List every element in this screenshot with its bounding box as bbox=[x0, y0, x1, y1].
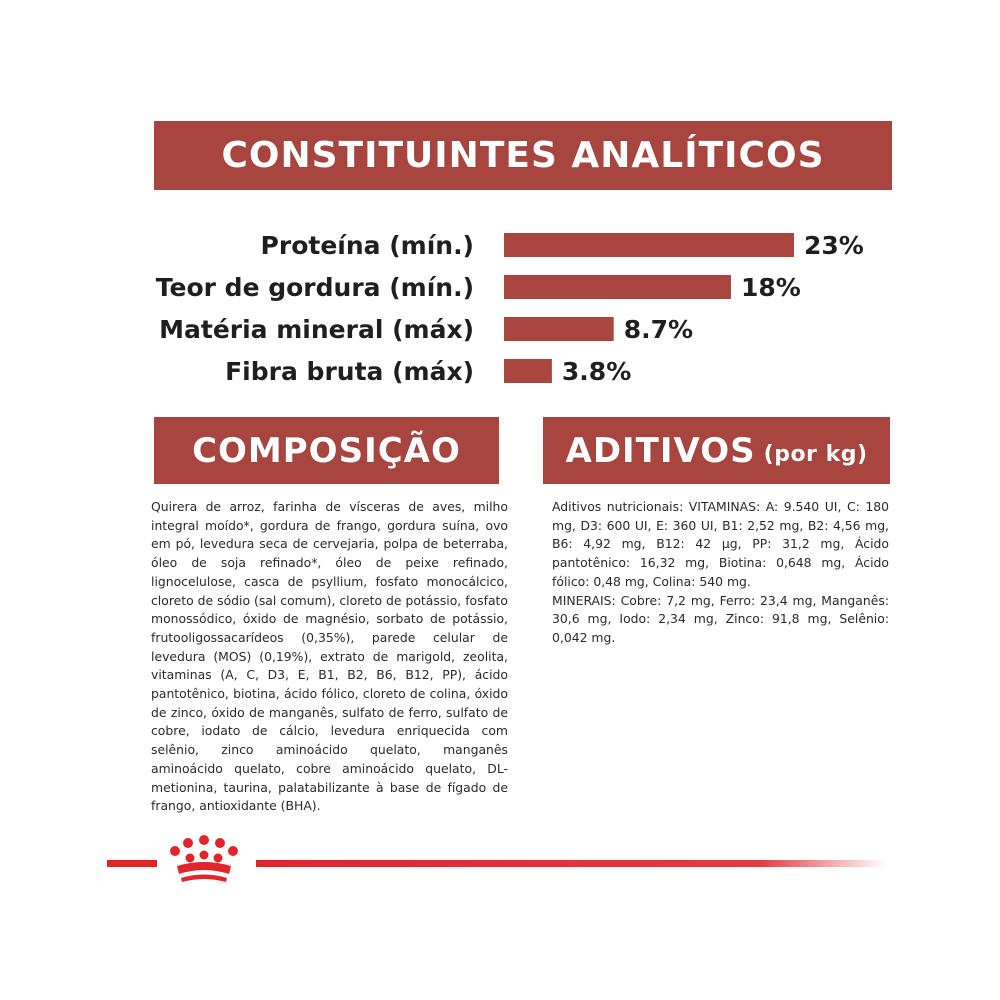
category-label: Matéria mineral (máx) bbox=[159, 315, 474, 344]
additives-title: ADITIVOS bbox=[565, 430, 756, 471]
value-label: 3.8% bbox=[561, 357, 632, 386]
analytical-constituents-chart bbox=[0, 0, 1000, 400]
chart-marks bbox=[156, 231, 864, 386]
bar bbox=[504, 317, 614, 341]
value-label: 8.7% bbox=[623, 315, 694, 344]
additives-vitamins: Aditivos nutricionais: VITAMINAS: A: 9.540 UI, C: 180 mg, D3: 600 UI, E: 360 UI, B1: 2,52 mg, B2: 4,56 mg, B6: 4,92 mg, B12: 42 µg, PP: 31,2 mg, Ácido pantotênico: 16,32 mg, Biotina: 0,648 mg, Ácido fólico: 0,48 mg, Colina: 540 mg. bbox=[552, 499, 889, 589]
category-label: Fibra bruta (máx) bbox=[225, 357, 474, 386]
analytical-constituents-title: CONSTITUINTES ANALÍTICOS bbox=[221, 135, 825, 176]
category-label: Teor de gordura (mín.) bbox=[155, 273, 474, 302]
bar bbox=[504, 233, 794, 257]
composition-title: COMPOSIÇÃO bbox=[192, 430, 461, 471]
value-label: 23% bbox=[804, 231, 864, 260]
value-label: 18% bbox=[740, 273, 801, 302]
brand-line-left bbox=[107, 860, 157, 867]
brand-line-right bbox=[256, 860, 886, 867]
bar bbox=[504, 275, 731, 299]
category-label: Proteína (mín.) bbox=[260, 231, 474, 260]
bar bbox=[504, 359, 552, 383]
brand-footer bbox=[0, 830, 1000, 890]
composition-heading bbox=[154, 417, 499, 484]
additives-subtitle: (por kg) bbox=[763, 442, 868, 467]
additives-heading bbox=[543, 417, 890, 484]
crown-icon bbox=[170, 835, 238, 882]
additives-text bbox=[552, 498, 889, 648]
composition-text: Quirera de arroz, farinha de vísceras de aves, milho integral moído*, gordura de frango, gordura suína, ovo em pó, levedura seca de cervejaria, polpa de beterraba, óleo de soja refinado*, óleo de peixe refinado, lignocelulose, casca de psyllium, fosfato monocálcico, cloreto de sódio (sal comum), cloreto de potássio, fosfato monossódico, óxido de magnésio, sorbato de potássio, frutooligossacarídeos (0,35%), parede celular de levedura (MOS) (0,19%), extrato de marigold, zeolita, vitaminas (A, C, D3, E, B1, B2, B6, B12, PP), ácido pantotênico, biotina, ácido fólico, cloreto de colina, óxido de zinco, óxido de manganês, sulfato de ferro, sulfato de cobre, iodato de cálcio, levedura enriquecida com selênio, zinco aminoácido quelato, manganês aminoácido quelato, cobre aminoácido quelato, DL-metionina, taurina, palatabilizante à base de fígado de frango, antioxidante (BHA). bbox=[151, 499, 508, 814]
additives-minerals: MINERAIS: Cobre: 7,2 mg, Ferro: 23,4 mg, Manganês: 30,6 mg, Iodo: 2,34 mg, Zinco: 91,8 mg, Selênio: 0,042 mg. bbox=[552, 592, 889, 645]
